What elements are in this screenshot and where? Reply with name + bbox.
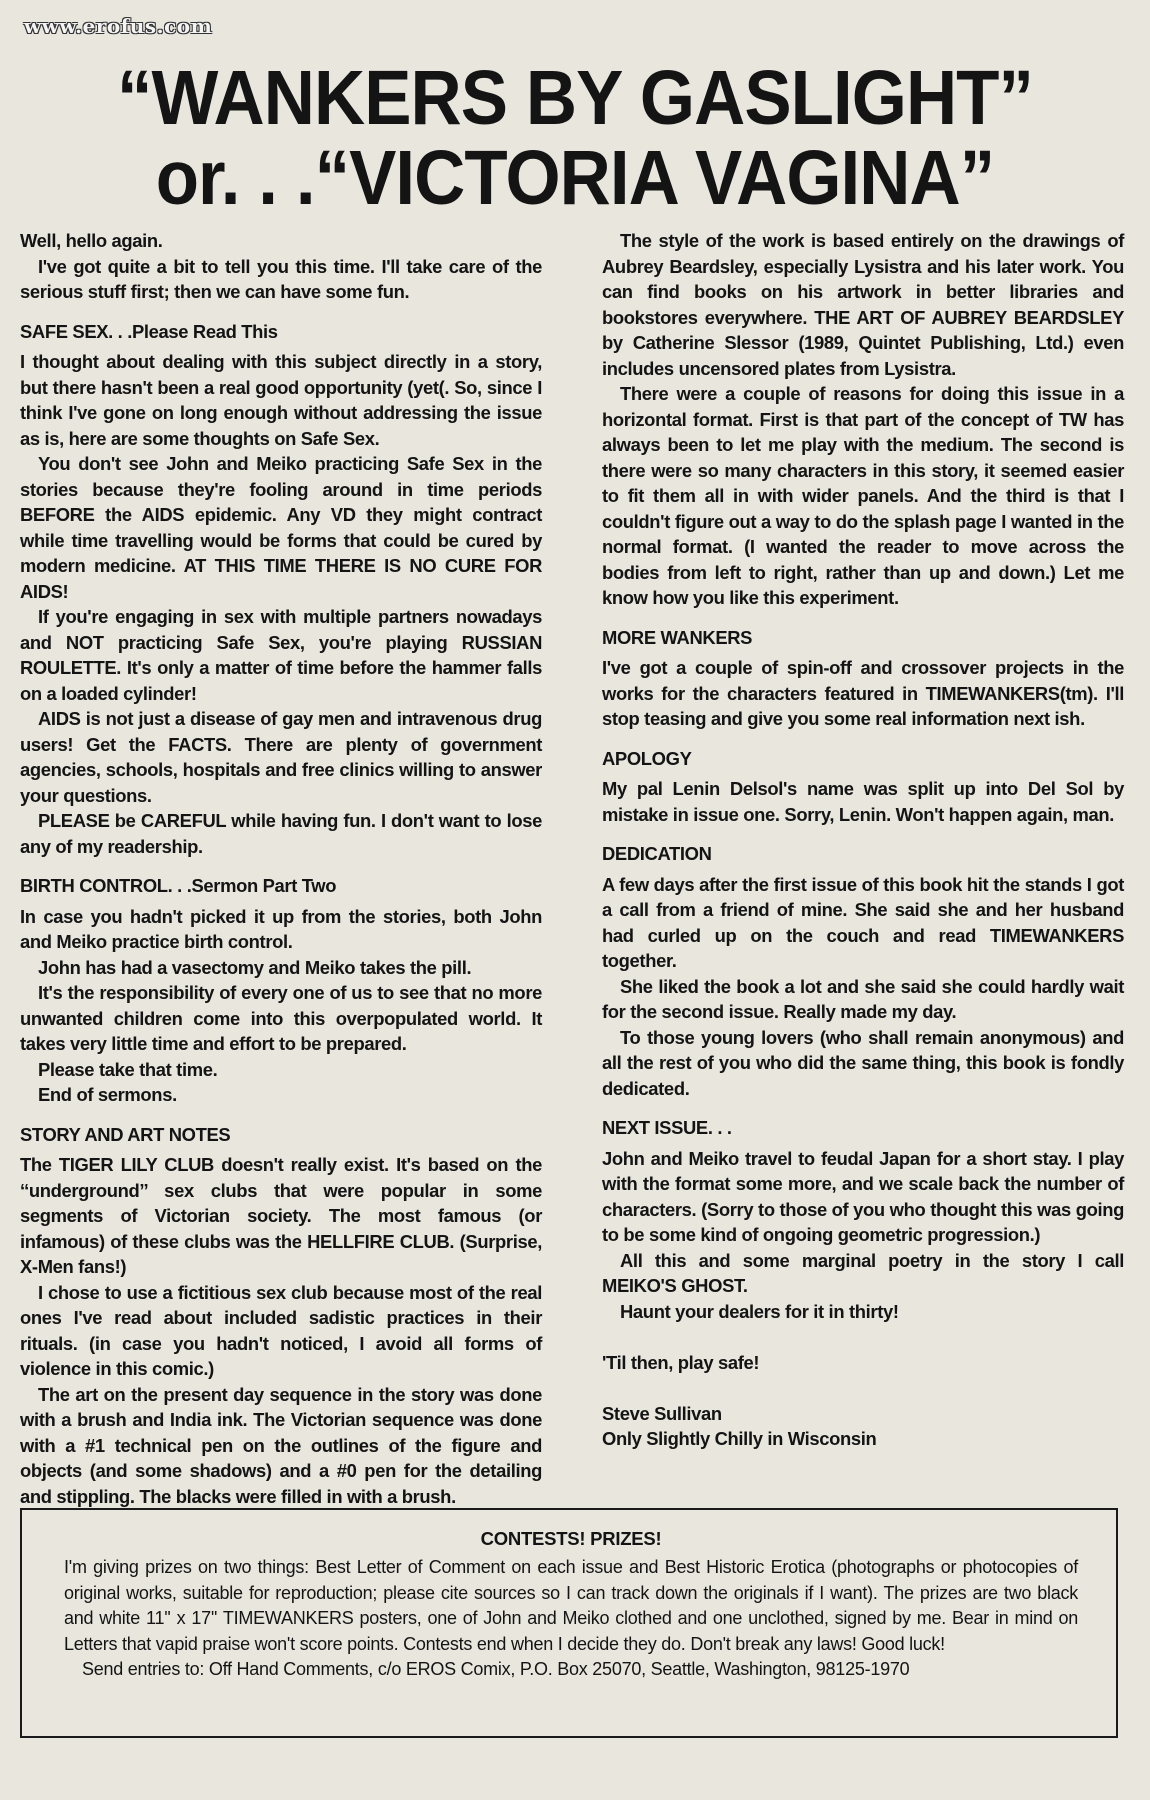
greeting: Well, hello again. bbox=[20, 230, 163, 251]
safe-sex-paragraph: AIDS is not just a disease of gay men and intravenous drug users! Get the FACTS. There are plenty of government agencies, schools, hospitals and free clinics willing to answer your questions. bbox=[20, 708, 542, 806]
story-notes-paragraph: I chose to use a fictitious sex club because most of the real ones I've read about included sadistic practices in their rituals. (in case you hadn't noticed, I avoid all forms of violence in this comic.) bbox=[20, 1281, 542, 1379]
safe-sex-paragraph: I thought about dealing with this subject directly in a story, but there hasn't been a real good opportunity (yet(. So, since I think I've gone on long enough without addressing the issue as is, here are some thoughts on Safe Sex. bbox=[20, 351, 542, 449]
heading-safe-sex: SAFE SEX. . .Please Read This bbox=[20, 320, 278, 342]
heading-apology: APOLOGY bbox=[602, 747, 692, 769]
contest-address: Send entries to: Off Hand Comments, c/o EROS Comix, P.O. Box 25070, Seattle, Washington, 98125-1970 bbox=[82, 1659, 910, 1680]
heading-birth-control: BIRTH CONTROL. . .Sermon Part Two bbox=[20, 875, 337, 896]
heading-dedication: DEDICATION bbox=[602, 843, 712, 864]
next-issue-paragraph: Haunt your dealers for it in thirty! bbox=[620, 1300, 899, 1322]
dedication-paragraph: She liked the book a lot and she said she could hardly wait for the second issue. Really made my day. bbox=[602, 975, 1124, 1022]
title-line-2: or. . .“VICTORIA VAGINA” bbox=[155, 135, 995, 221]
contest-box bbox=[20, 1508, 1118, 1738]
story-notes-paragraph: The TIGER LILY CLUB doesn't really exist. It's based on the ‘‘underground’’ sex clubs that were popular in some segments of Victorian society. The most famous (or infamous) of these clubs was the HELLFIRE CLUB. (Surprise, X-Men fans!) bbox=[20, 1154, 542, 1277]
signoff: 'Til then, play safe! bbox=[602, 1351, 760, 1373]
signature-place: Only Slightly Chilly in Wisconsin bbox=[602, 1428, 877, 1449]
style-paragraph: There were a couple of reasons for doing this issue in a horizontal format. First is that part of the concept of TW has always been to let me play with the medium. The second is there were so many characters in this story, it seemed easier to fit them all in with wider panels. And the third is that I couldn't figure out a way to do the splash page I wanted in the normal format. (I wanted the reader to move across the bodies from left to right, rather than up and down.) Let me know how you like this experiment. bbox=[602, 383, 1124, 608]
watermark: www.erofus.com bbox=[24, 14, 213, 38]
birth-control-paragraph: End of sermons. bbox=[38, 1084, 177, 1105]
contest-title: CONTESTS! PRIZES! bbox=[480, 1528, 662, 1549]
left-column bbox=[20, 228, 542, 1509]
heading-next-issue: NEXT ISSUE. . . bbox=[602, 1117, 732, 1138]
page-title bbox=[46, 55, 1104, 221]
dedication-paragraph: To those young lovers (who shall remain anonymous) and all the rest of you who did the same thing, this book is fondly dedicated. bbox=[602, 1026, 1124, 1099]
intro-paragraph: I've got quite a bit to tell you this time. I'll take care of the serious stuff first; then we can have some fun. bbox=[20, 255, 542, 302]
heading-story-art-notes: STORY AND ART NOTES bbox=[20, 1123, 231, 1145]
more-wankers-paragraph: I've got a couple of spin-off and crossover projects in the works for the characters featured in TIMEWANKERS(tm). I'll stop teasing and give you some real information next ish. bbox=[602, 657, 1124, 729]
story-notes-paragraph: The art on the present day sequence in the story was done with a brush and India ink. The Victorian sequence was done with a #1 technical pen on the outlines of the figure and objects (and some shadows) and a #0 pen for the detailing and stippling. The blacks were filled in with a brush. bbox=[20, 1383, 542, 1507]
signature-name: Steve Sullivan bbox=[602, 1402, 722, 1424]
birth-control-paragraph: John has had a vasectomy and Meiko takes the pill. bbox=[38, 956, 472, 978]
heading-more-wankers: MORE WANKERS bbox=[602, 626, 753, 648]
style-paragraph: The style of the work is based entirely on the drawings of Aubrey Beardsley, especially Lysistra and his later work. You can find books on his artwork in better libraries and bookstores everywhere. THE ART OF AUBREY BEARDSLEY by Catherine Slessor (1989, Quintet Publishing, Ltd.) even includes uncensored plates from Lysistra. bbox=[602, 230, 1124, 379]
birth-control-paragraph: In case you hadn't picked it up from the stories, both John and Meiko practice birth control. bbox=[20, 905, 542, 952]
next-issue-paragraph: All this and some marginal poetry in the story I call MEIKO'S GHOST. bbox=[602, 1249, 1124, 1296]
safe-sex-paragraph: If you're engaging in sex with multiple partners nowadays and NOT practicing Safe Sex, you're playing RUSSIAN ROULETTE. It's only a matter of time before the hammer falls on a loaded cylinder! bbox=[20, 606, 542, 704]
safe-sex-paragraph: You don't see John and Meiko practicing Safe Sex in the stories because they're fooling around in time periods BEFORE the AIDS epidemic. Any VD they might contract while time travelling would be forms that could be cured by modern medicine. AT THIS TIME THERE IS NO CURE FOR AIDS! bbox=[20, 453, 542, 602]
contest-body: I'm giving prizes on two things: Best Letter of Comment on each issue and Best Historic Erotica (photographs or photocopies of original works, suitable for reproduction; please cite sources so I can track down the originals if I want). The prizes are two black and white 11'' x 17'' TIMEWANKERS posters, one of John and Meiko clothed and one unclothed, signed by me. Bear in mind on Letters that vapid praise won't score points. Contests end when I decide they do. Don't break any laws! Good luck! bbox=[64, 1557, 1078, 1654]
title-line-1: “WANKERS BY GASLIGHT” bbox=[116, 55, 1034, 141]
dedication-paragraph: A few days after the first issue of this book hit the stands I got a call from a friend of mine. She said she and her husband had curled up on the couch and read TIMEWANKERS together. bbox=[602, 873, 1124, 971]
safe-sex-paragraph: PLEASE be CAREFUL while having fun. I don't want to lose any of my readership. bbox=[20, 810, 542, 857]
right-column bbox=[602, 228, 1124, 1452]
next-issue-paragraph: John and Meiko travel to feudal Japan for a short stay. I play with the format some more, and we scale back the number of characters. (Sorry to those of you who thought this was going to be some kind of ongoing geometric progression.) bbox=[602, 1147, 1124, 1245]
apology-paragraph: My pal Lenin Delsol's name was split up into Del Sol by mistake in issue one. Sorry, Lenin. Won't happen again, man. bbox=[602, 778, 1124, 825]
birth-control-paragraph: Please take that time. bbox=[38, 1058, 218, 1080]
birth-control-paragraph: It's the responsibility of every one of us to see that no more unwanted children come into this overpopulated world. It takes very little time and effort to be prepared. bbox=[20, 982, 542, 1054]
